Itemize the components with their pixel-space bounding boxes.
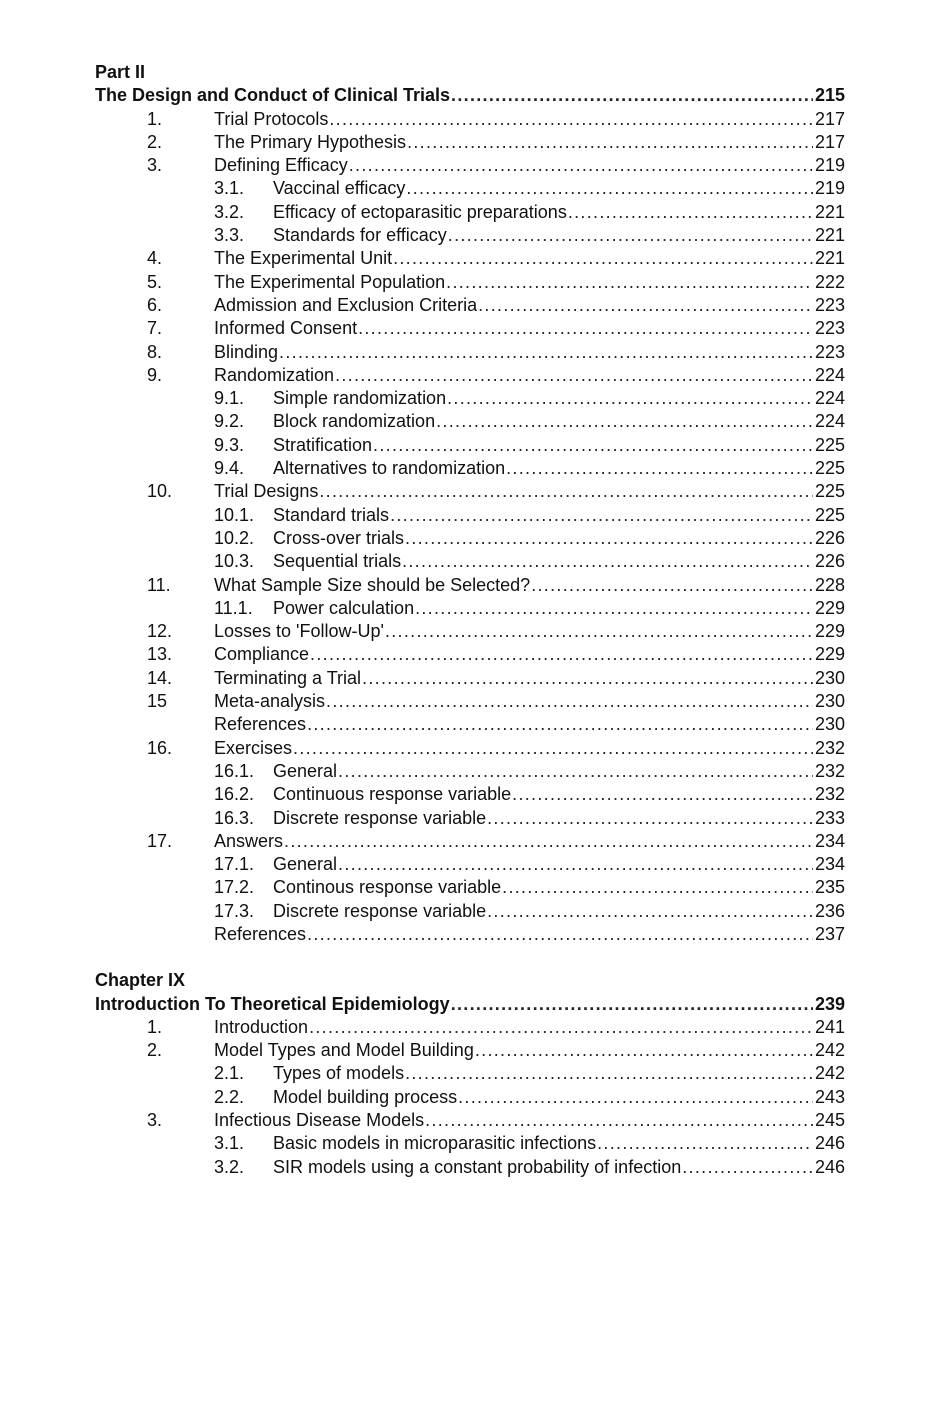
entry-number: 14. xyxy=(147,667,173,688)
toc-entry[interactable] xyxy=(95,317,845,340)
dot-leader xyxy=(487,900,813,923)
entry-title: Answers xyxy=(214,830,284,853)
entry-number: 10.3. xyxy=(214,551,255,572)
dot-leader xyxy=(390,504,813,527)
toc-entry[interactable] xyxy=(95,154,845,177)
table-of-contents xyxy=(95,61,845,1179)
dot-leader xyxy=(335,364,813,387)
entry-title: Sequential trials xyxy=(273,550,402,573)
entry-page-number: 219 xyxy=(814,155,845,176)
section-title-row[interactable] xyxy=(95,84,845,107)
dot-leader xyxy=(307,923,813,946)
dot-leader xyxy=(293,737,813,760)
section-page-number: 239 xyxy=(814,993,845,1014)
toc-entry[interactable] xyxy=(95,410,845,433)
dot-leader xyxy=(405,527,813,550)
toc-entry[interactable] xyxy=(95,1039,845,1062)
entry-number: 1. xyxy=(147,1016,163,1037)
dot-leader xyxy=(284,830,813,853)
toc-entry[interactable] xyxy=(95,830,845,853)
entry-title: References xyxy=(214,923,307,946)
toc-entry[interactable] xyxy=(95,527,845,550)
toc-entry[interactable] xyxy=(95,643,845,666)
toc-entry[interactable] xyxy=(95,783,845,806)
dot-leader xyxy=(358,317,813,340)
section-label: Part II xyxy=(95,62,146,82)
entry-page-number: 225 xyxy=(814,504,845,525)
entry-title: Randomization xyxy=(214,364,335,387)
entry-number: 3. xyxy=(147,155,163,176)
dot-leader xyxy=(502,876,813,899)
entry-page-number: 226 xyxy=(814,527,845,548)
entry-title: Exercises xyxy=(214,737,293,760)
toc-entry[interactable] xyxy=(95,1132,845,1155)
dot-leader xyxy=(407,131,813,154)
entry-title: The Experimental Unit xyxy=(214,247,393,270)
entry-page-number: 222 xyxy=(814,271,845,292)
entry-number: 16.2. xyxy=(214,784,255,805)
entry-page-number: 224 xyxy=(814,388,845,409)
dot-leader xyxy=(373,434,813,457)
dot-leader xyxy=(682,1156,813,1179)
section-title: Introduction To Theoretical Epidemiology xyxy=(95,993,451,1016)
toc-entry[interactable] xyxy=(95,434,845,457)
toc-entry[interactable] xyxy=(95,294,845,317)
entry-page-number: 229 xyxy=(814,621,845,642)
toc-entry[interactable] xyxy=(95,247,845,270)
entry-number: 1. xyxy=(147,108,163,129)
entry-number: 4. xyxy=(147,248,163,269)
entry-title: General xyxy=(273,853,338,876)
entry-title: Trial Designs xyxy=(214,480,319,503)
entry-page-number: 235 xyxy=(814,877,845,898)
dot-leader xyxy=(436,410,813,433)
entry-number: 3.2. xyxy=(214,201,245,222)
entry-number: 3.3. xyxy=(214,225,245,246)
entry-title: What Sample Size should be Selected? xyxy=(214,574,531,597)
entry-page-number: 223 xyxy=(814,294,845,315)
entry-number: 3.2. xyxy=(214,1156,245,1177)
entry-number: 11.1. xyxy=(214,597,253,618)
toc-entry[interactable] xyxy=(95,597,845,620)
entry-page-number: 217 xyxy=(814,131,845,152)
dot-leader xyxy=(487,807,813,830)
entry-page-number: 228 xyxy=(814,574,845,595)
dot-leader xyxy=(506,457,813,480)
entry-title: Stratification xyxy=(273,434,373,457)
toc-entry[interactable] xyxy=(95,224,845,247)
entry-title: SIR models using a constant probability of infection xyxy=(273,1156,682,1179)
entry-number: 12. xyxy=(147,621,173,642)
entry-number: 16.1. xyxy=(214,760,255,781)
toc-entry[interactable] xyxy=(95,1062,845,1085)
dot-leader xyxy=(458,1086,813,1109)
entry-number: 15 xyxy=(147,691,168,712)
entry-number: 9.1. xyxy=(214,388,245,409)
dot-leader xyxy=(568,201,813,224)
entry-number: 2.2. xyxy=(214,1086,245,1107)
dot-leader xyxy=(309,1016,813,1039)
entry-page-number: 230 xyxy=(814,667,845,688)
dot-leader xyxy=(338,853,813,876)
entry-page-number: 224 xyxy=(814,411,845,432)
entry-page-number: 225 xyxy=(814,458,845,479)
section-spacer xyxy=(95,946,845,969)
entry-title: Trial Protocols xyxy=(214,108,329,131)
entry-title: Discrete response variable xyxy=(273,807,487,830)
entry-number: 3.1. xyxy=(214,178,245,199)
entry-page-number: 241 xyxy=(814,1016,845,1037)
dot-leader xyxy=(310,643,813,666)
entry-page-number: 221 xyxy=(814,225,845,246)
toc-entry[interactable] xyxy=(95,1086,845,1109)
entry-title: Types of models xyxy=(273,1062,405,1085)
dot-leader xyxy=(362,667,813,690)
toc-entry[interactable] xyxy=(95,457,845,480)
entry-title: The Experimental Population xyxy=(214,271,446,294)
entry-number: 2. xyxy=(147,131,163,152)
entry-page-number: 229 xyxy=(814,644,845,665)
entry-title: Continous response variable xyxy=(273,876,502,899)
entry-number: 16. xyxy=(147,737,173,758)
toc-entry[interactable] xyxy=(95,1156,845,1179)
dot-leader xyxy=(405,1062,813,1085)
toc-entry[interactable] xyxy=(95,713,845,736)
dot-leader xyxy=(531,574,813,597)
toc-entry[interactable] xyxy=(95,1109,845,1132)
toc-entry[interactable] xyxy=(95,667,845,690)
dot-leader xyxy=(406,177,813,200)
entry-number: 5. xyxy=(147,271,163,292)
entry-number: 9.4. xyxy=(214,458,245,479)
dot-leader xyxy=(385,620,813,643)
entry-number: 9.3. xyxy=(214,434,245,455)
entry-page-number: 234 xyxy=(814,830,845,851)
entry-title: Efficacy of ectoparasitic preparations xyxy=(273,201,568,224)
entry-page-number: 246 xyxy=(814,1133,845,1154)
entry-title: Basic models in microparasitic infections xyxy=(273,1132,597,1155)
dot-leader xyxy=(326,690,813,713)
entry-page-number: 224 xyxy=(814,364,845,385)
entry-number: 3.1. xyxy=(214,1133,245,1154)
section-title: The Design and Conduct of Clinical Trials xyxy=(95,84,451,107)
entry-page-number: 232 xyxy=(814,760,845,781)
entry-title: Power calculation xyxy=(273,597,415,620)
dot-leader xyxy=(279,341,813,364)
entry-number: 9.2. xyxy=(214,411,245,432)
dot-leader xyxy=(338,760,813,783)
entry-title: Losses to 'Follow-Up' xyxy=(214,620,385,643)
entry-number: 3. xyxy=(147,1110,163,1131)
toc-entry[interactable] xyxy=(95,271,845,294)
entry-page-number: 232 xyxy=(814,737,845,758)
entry-number: 17.1. xyxy=(214,854,255,875)
dot-leader xyxy=(393,247,813,270)
toc-entry[interactable] xyxy=(95,364,845,387)
dot-leader xyxy=(329,108,813,131)
entry-title: Admission and Exclusion Criteria xyxy=(214,294,478,317)
entry-number: 10.1. xyxy=(214,504,255,525)
entry-title: The Primary Hypothesis xyxy=(214,131,407,154)
dot-leader xyxy=(319,480,813,503)
dot-leader xyxy=(451,993,813,1016)
entry-page-number: 225 xyxy=(814,434,845,455)
entry-number: 6. xyxy=(147,294,163,315)
dot-leader xyxy=(446,271,813,294)
entry-page-number: 219 xyxy=(814,178,845,199)
entry-page-number: 245 xyxy=(814,1110,845,1131)
entry-title: Discrete response variable xyxy=(273,900,487,923)
entry-number: 2. xyxy=(147,1040,163,1061)
entry-number: 17.3. xyxy=(214,900,255,921)
entry-page-number: 226 xyxy=(814,551,845,572)
toc-entry[interactable] xyxy=(95,760,845,783)
entry-page-number: 221 xyxy=(814,248,845,269)
entry-title: Continuous response variable xyxy=(273,783,512,806)
toc-entry[interactable] xyxy=(95,620,845,643)
entry-title: Blinding xyxy=(214,341,279,364)
entry-title: Defining Efficacy xyxy=(214,154,349,177)
toc-entry[interactable] xyxy=(95,341,845,364)
dot-leader xyxy=(402,550,813,573)
entry-page-number: 236 xyxy=(814,900,845,921)
entry-title: Terminating a Trial xyxy=(214,667,362,690)
entry-page-number: 217 xyxy=(814,108,845,129)
entry-page-number: 237 xyxy=(814,923,845,944)
dot-leader xyxy=(512,783,813,806)
entry-page-number: 229 xyxy=(814,597,845,618)
entry-page-number: 246 xyxy=(814,1156,845,1177)
entry-number: 17. xyxy=(147,830,173,851)
entry-title: Simple randomization xyxy=(273,387,447,410)
dot-leader xyxy=(448,224,813,247)
dot-leader xyxy=(307,713,813,736)
entry-number: 17.2. xyxy=(214,877,255,898)
entry-number: 10.2. xyxy=(214,527,255,548)
toc-entry[interactable] xyxy=(95,201,845,224)
dot-leader xyxy=(447,387,813,410)
toc-entry[interactable] xyxy=(95,504,845,527)
toc-entry[interactable] xyxy=(95,923,845,946)
toc-entry[interactable] xyxy=(95,480,845,503)
toc-entry[interactable] xyxy=(95,108,845,131)
dot-leader xyxy=(475,1039,813,1062)
entry-title: Alternatives to randomization xyxy=(273,457,506,480)
entry-page-number: 232 xyxy=(814,784,845,805)
toc-entry[interactable] xyxy=(95,387,845,410)
dot-leader xyxy=(415,597,813,620)
entry-number: 16.3. xyxy=(214,807,255,828)
section-page-number: 215 xyxy=(814,85,845,106)
entry-title: Introduction xyxy=(214,1016,309,1039)
entry-page-number: 233 xyxy=(814,807,845,828)
entry-title: Cross-over trials xyxy=(273,527,405,550)
entry-page-number: 225 xyxy=(814,481,845,502)
entry-title: Meta-analysis xyxy=(214,690,326,713)
dot-leader xyxy=(478,294,813,317)
entry-title: Compliance xyxy=(214,643,310,666)
entry-page-number: 242 xyxy=(814,1063,845,1084)
toc-entry[interactable] xyxy=(95,876,845,899)
toc-entry[interactable] xyxy=(95,177,845,200)
entry-page-number: 221 xyxy=(814,201,845,222)
entry-title: Model building process xyxy=(273,1086,458,1109)
dot-leader xyxy=(425,1109,813,1132)
entry-title: Vaccinal efficacy xyxy=(273,177,406,200)
entry-title: Infectious Disease Models xyxy=(214,1109,425,1132)
entry-page-number: 230 xyxy=(814,691,845,712)
entry-page-number: 223 xyxy=(814,341,845,362)
entry-page-number: 234 xyxy=(814,854,845,875)
entry-number: 8. xyxy=(147,341,163,362)
entry-title: General xyxy=(273,760,338,783)
dot-leader xyxy=(349,154,813,177)
entry-number: 7. xyxy=(147,318,163,339)
entry-title: References xyxy=(214,713,307,736)
entry-title: Block randomization xyxy=(273,410,436,433)
entry-number: 9. xyxy=(147,364,163,385)
entry-number: 10. xyxy=(147,481,173,502)
entry-page-number: 230 xyxy=(814,714,845,735)
entry-title: Model Types and Model Building xyxy=(214,1039,475,1062)
toc-entry[interactable] xyxy=(95,853,845,876)
entry-page-number: 243 xyxy=(814,1086,845,1107)
entry-number: 11. xyxy=(147,574,171,595)
entry-title: Standard trials xyxy=(273,504,390,527)
entry-number: 2.1. xyxy=(214,1063,245,1084)
section-title-row[interactable] xyxy=(95,993,845,1016)
dot-leader xyxy=(451,84,813,107)
toc-entry[interactable] xyxy=(95,807,845,830)
entry-number: 13. xyxy=(147,644,173,665)
toc-entry[interactable] xyxy=(95,550,845,573)
entry-page-number: 242 xyxy=(814,1040,845,1061)
dot-leader xyxy=(597,1132,813,1155)
toc-entry[interactable] xyxy=(95,690,845,713)
toc-entry[interactable] xyxy=(95,1016,845,1039)
entry-title: Informed Consent xyxy=(214,317,358,340)
toc-entry[interactable] xyxy=(95,574,845,597)
toc-entry[interactable] xyxy=(95,131,845,154)
section-label: Chapter IX xyxy=(95,970,186,991)
toc-entry[interactable] xyxy=(95,737,845,760)
entry-page-number: 223 xyxy=(814,318,845,339)
toc-entry[interactable] xyxy=(95,900,845,923)
entry-title: Standards for efficacy xyxy=(273,224,448,247)
